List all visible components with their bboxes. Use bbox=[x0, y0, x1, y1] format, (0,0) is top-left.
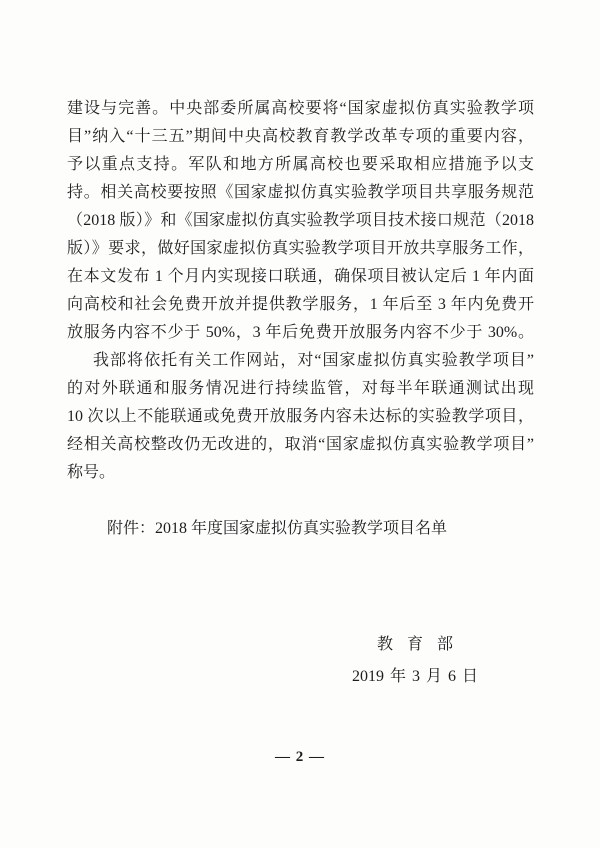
text-line: 放服务内容不少于 50%，3 年后免费开放服务内容不少于 30%。 bbox=[67, 324, 534, 341]
signature-block bbox=[330, 631, 500, 691]
page-number: — 2 — bbox=[275, 749, 325, 765]
text-line: 在本文发布 1 个月内实现接口联通，确保项目被认定后 1 年内面 bbox=[67, 268, 534, 285]
text-line: 的对外联通和服务情况进行持续监管，对每半年联通测试出现 bbox=[67, 380, 534, 397]
signature-date: 2019 年 3 月 6 日 bbox=[351, 668, 478, 685]
attachment-line: 附件：2018 年度国家虚拟仿真实验教学项目名单 bbox=[107, 520, 448, 537]
text-line: 目”纳入“十三五”期间中央高校教育教学改革专项的重要内容， bbox=[67, 128, 534, 145]
text-line: 版）》要求，做好国家虚拟仿真实验教学项目开放共享服务工作， bbox=[67, 240, 534, 257]
text-line: 持。相关高校要按照《国家虚拟仿真实验教学项目共享服务规范 bbox=[67, 184, 534, 201]
text-line: 经相关高校整改仍无改进的，取消“国家虚拟仿真实验教学项目” bbox=[67, 436, 534, 453]
body-text bbox=[67, 95, 534, 487]
text-line: 予以重点支持。军队和地方所属高校也要采取相应措施予以支 bbox=[67, 156, 534, 173]
text-line: 我部将依托有关工作网站，对“国家虚拟仿真实验教学项目” bbox=[93, 352, 534, 369]
text-line: 称号。 bbox=[67, 464, 116, 481]
paragraph-continued-from-previous-page bbox=[67, 95, 534, 347]
paragraph-supervision bbox=[67, 347, 534, 487]
text-line: 10 次以上不能联通或免费开放服务内容未达标的实验教学项目， bbox=[67, 408, 534, 425]
text-line: （2018 版）》和《国家虚拟仿真实验教学项目技术接口规范（2018 bbox=[67, 212, 534, 229]
signature-issuer: 教 育 部 bbox=[376, 636, 453, 653]
text-line: 向高校和社会免费开放并提供教学服务，1 年后至 3 年内免费开 bbox=[67, 296, 534, 313]
text-line: 建设与完善。中央部委所属高校要将“国家虚拟仿真实验教学项 bbox=[67, 100, 534, 117]
